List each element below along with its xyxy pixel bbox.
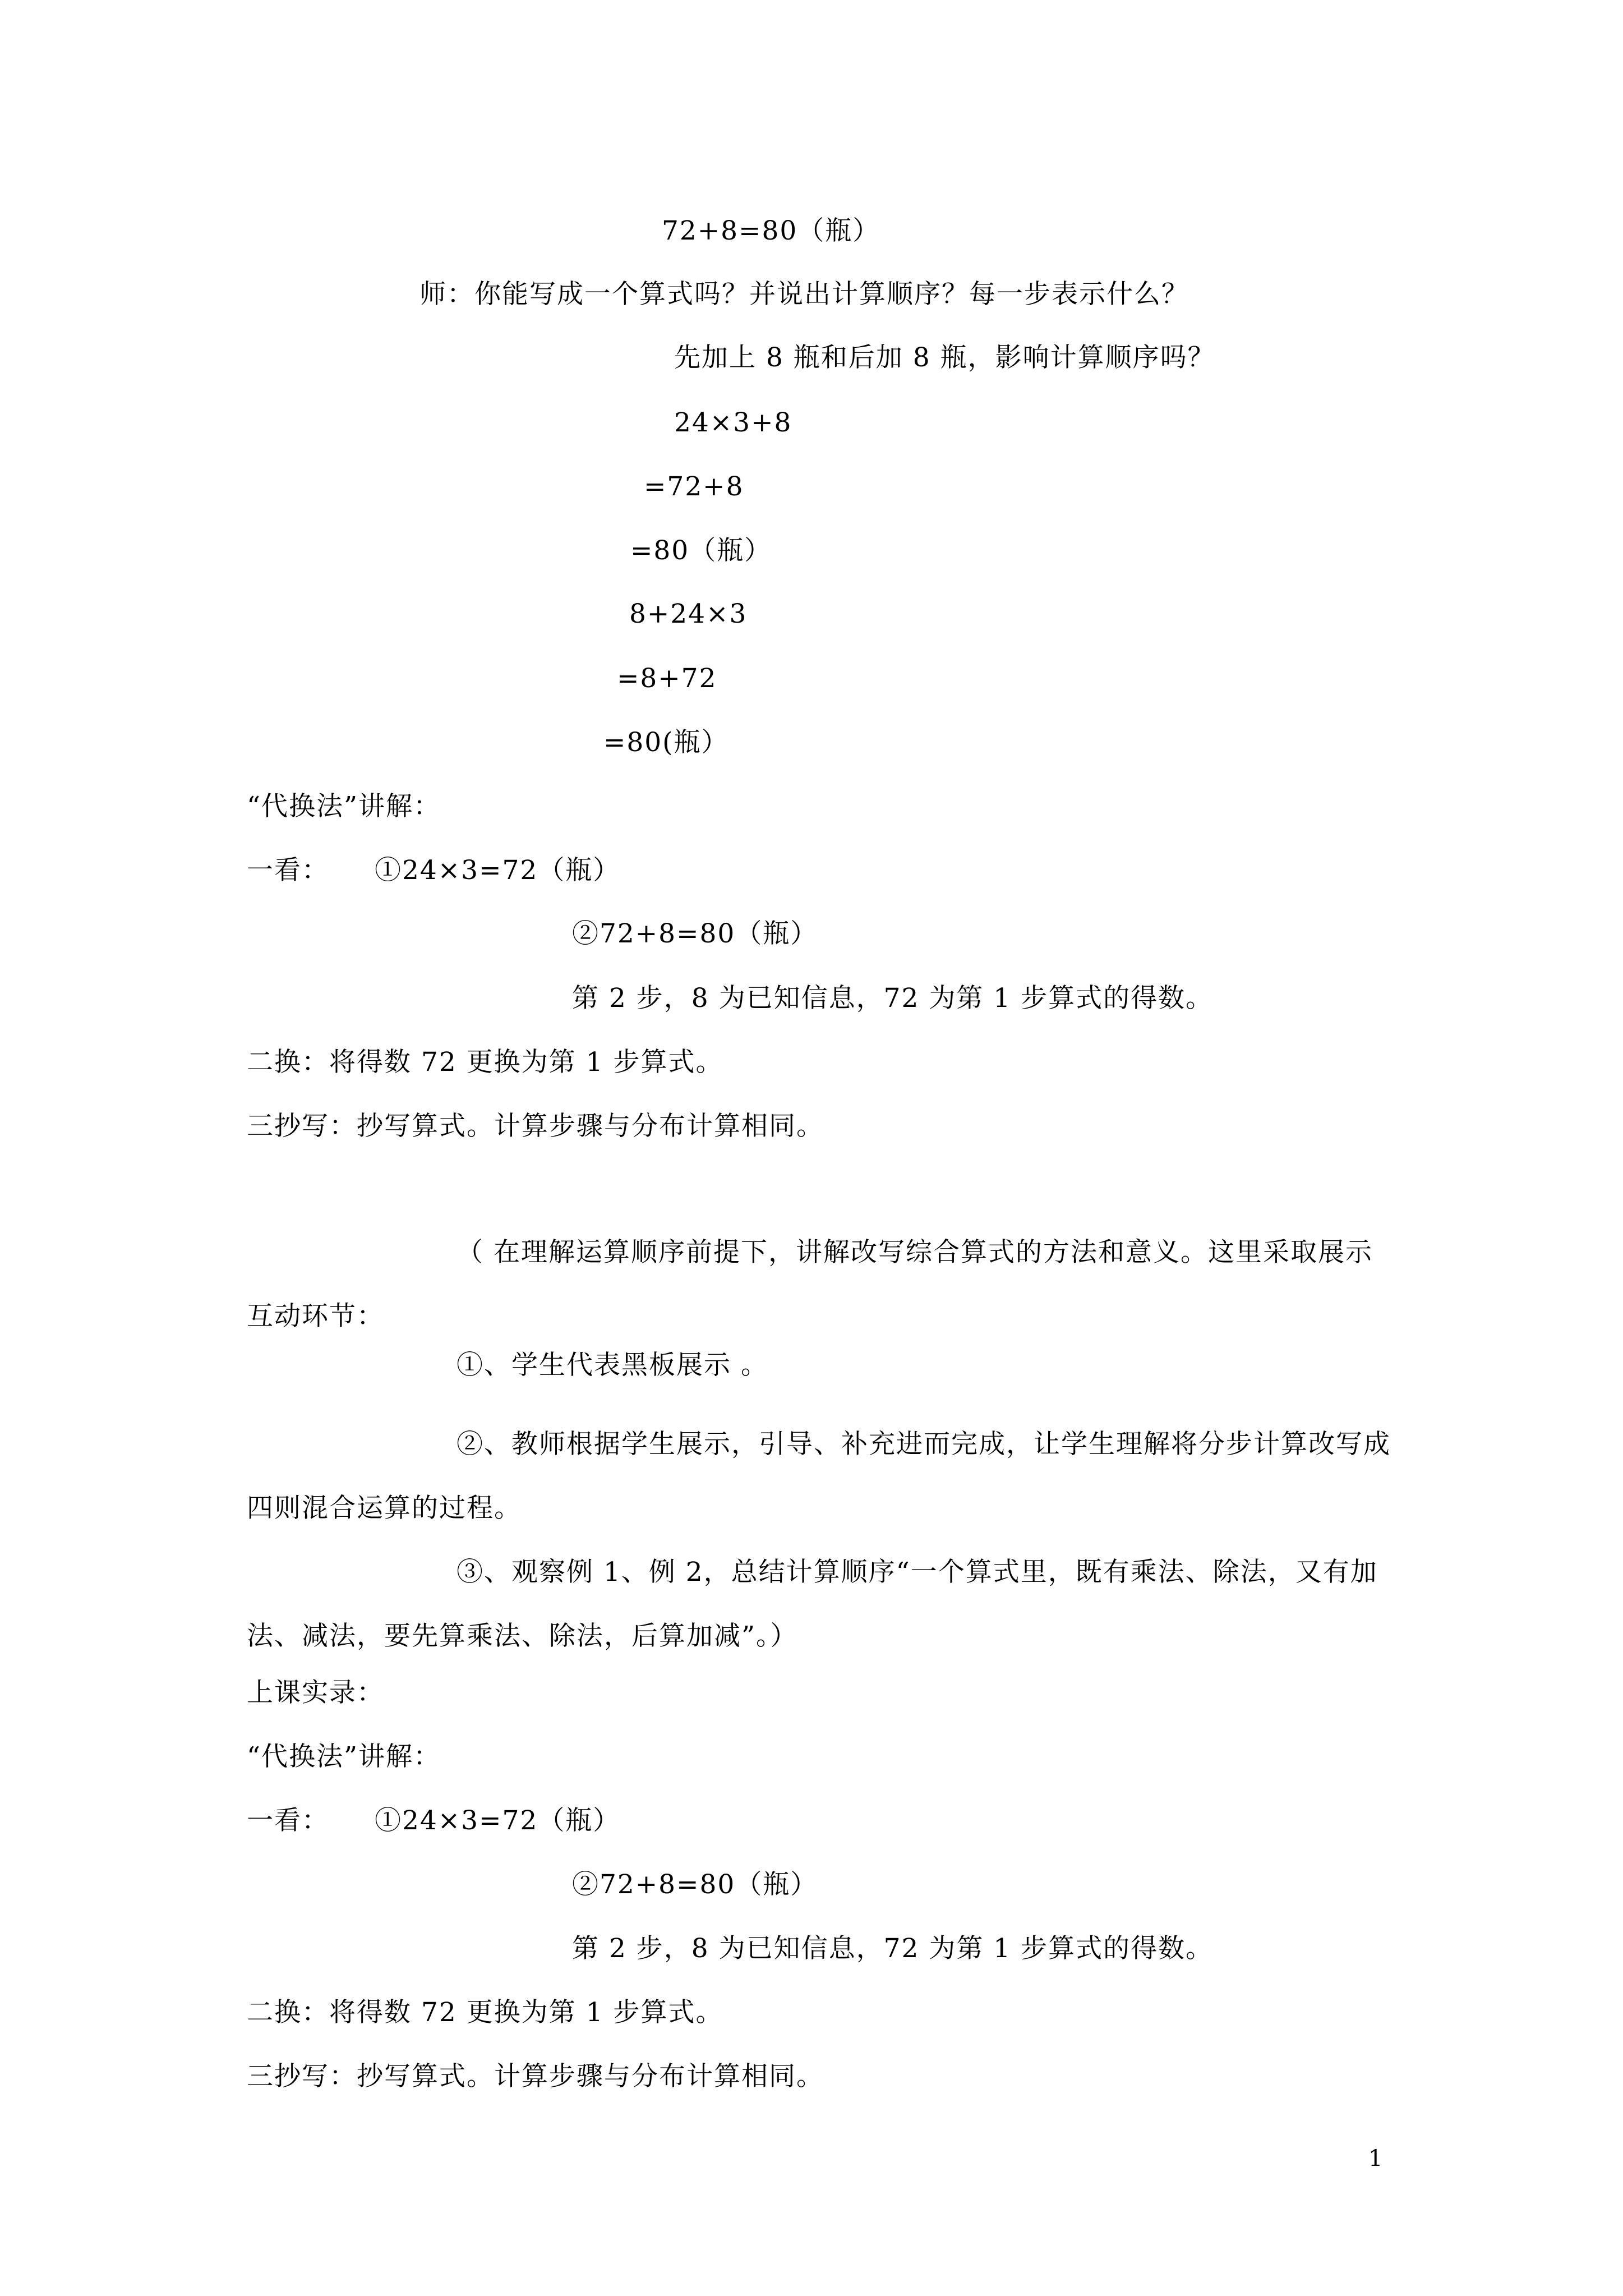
section-heading: “代换法”讲解： [247,1741,441,1772]
equation-line: ②72+8=80（瓶） [572,918,818,949]
step-label: 一看： [247,855,329,886]
equation-line: ②72+8=80（瓶） [572,1869,818,1900]
question-line: 先加上 8 瓶和后加 8 瓶，影响计算顺序吗？ [674,342,1215,373]
paragraph: ②、教师根据学生展示，引导、补充进而完成，让学生理解将分步计算改写成四则混合运算的过程。 [247,1429,1391,1524]
equation-line: =72+8 [644,471,744,502]
equation-line: 24×3+8 [674,407,792,438]
equation-line: ①24×3=72（瓶） [375,1805,621,1836]
paragraph: ③、观察例 1、例 2，总结计算顺序“一个算式里，既有乘法、除法，又有加法、减法，要先算乘法、除法，后算加减”。） [247,1557,1378,1651]
teacher-question: 师：你能写成一个算式吗？并说出计算顺序？每一步表示什么？ [419,279,1189,310]
equation-line: =80(瓶） [603,727,729,758]
text-line: 第 2 步，8 为已知信息，72 为第 1 步算式的得数。 [572,1933,1214,1964]
equation-line: ①24×3=72（瓶） [375,855,621,886]
equation-line: 8+24×3 [629,599,748,629]
equation-line: =8+72 [617,663,717,694]
equation-line: 72+8=80（瓶） [662,215,880,246]
equation-line: =80（瓶） [630,535,772,566]
text-line: 二换：将得数 72 更换为第 1 步算式。 [247,1997,723,2028]
step-label: 一看： [247,1805,329,1836]
text-line: ①、学生代表黑板展示 。 [457,1350,768,1381]
text-line: 第 2 步，8 为已知信息，72 为第 1 步算式的得数。 [572,983,1214,1014]
page-number: 1 [1368,2146,1384,2171]
section-heading: 上课实录： [247,1677,384,1708]
paragraph: （ 在理解运算顺序前提下，讲解改写综合算式的方法和意义。这里采取展示互动环节： [247,1237,1373,1332]
text-line: 三抄写：抄写算式。计算步骤与分布计算相同。 [247,2061,824,2092]
text-line: 二换：将得数 72 更换为第 1 步算式。 [247,1047,723,1078]
text-line: 三抄写：抄写算式。计算步骤与分布计算相同。 [247,1111,824,1142]
section-heading: “代换法”讲解： [247,791,441,822]
